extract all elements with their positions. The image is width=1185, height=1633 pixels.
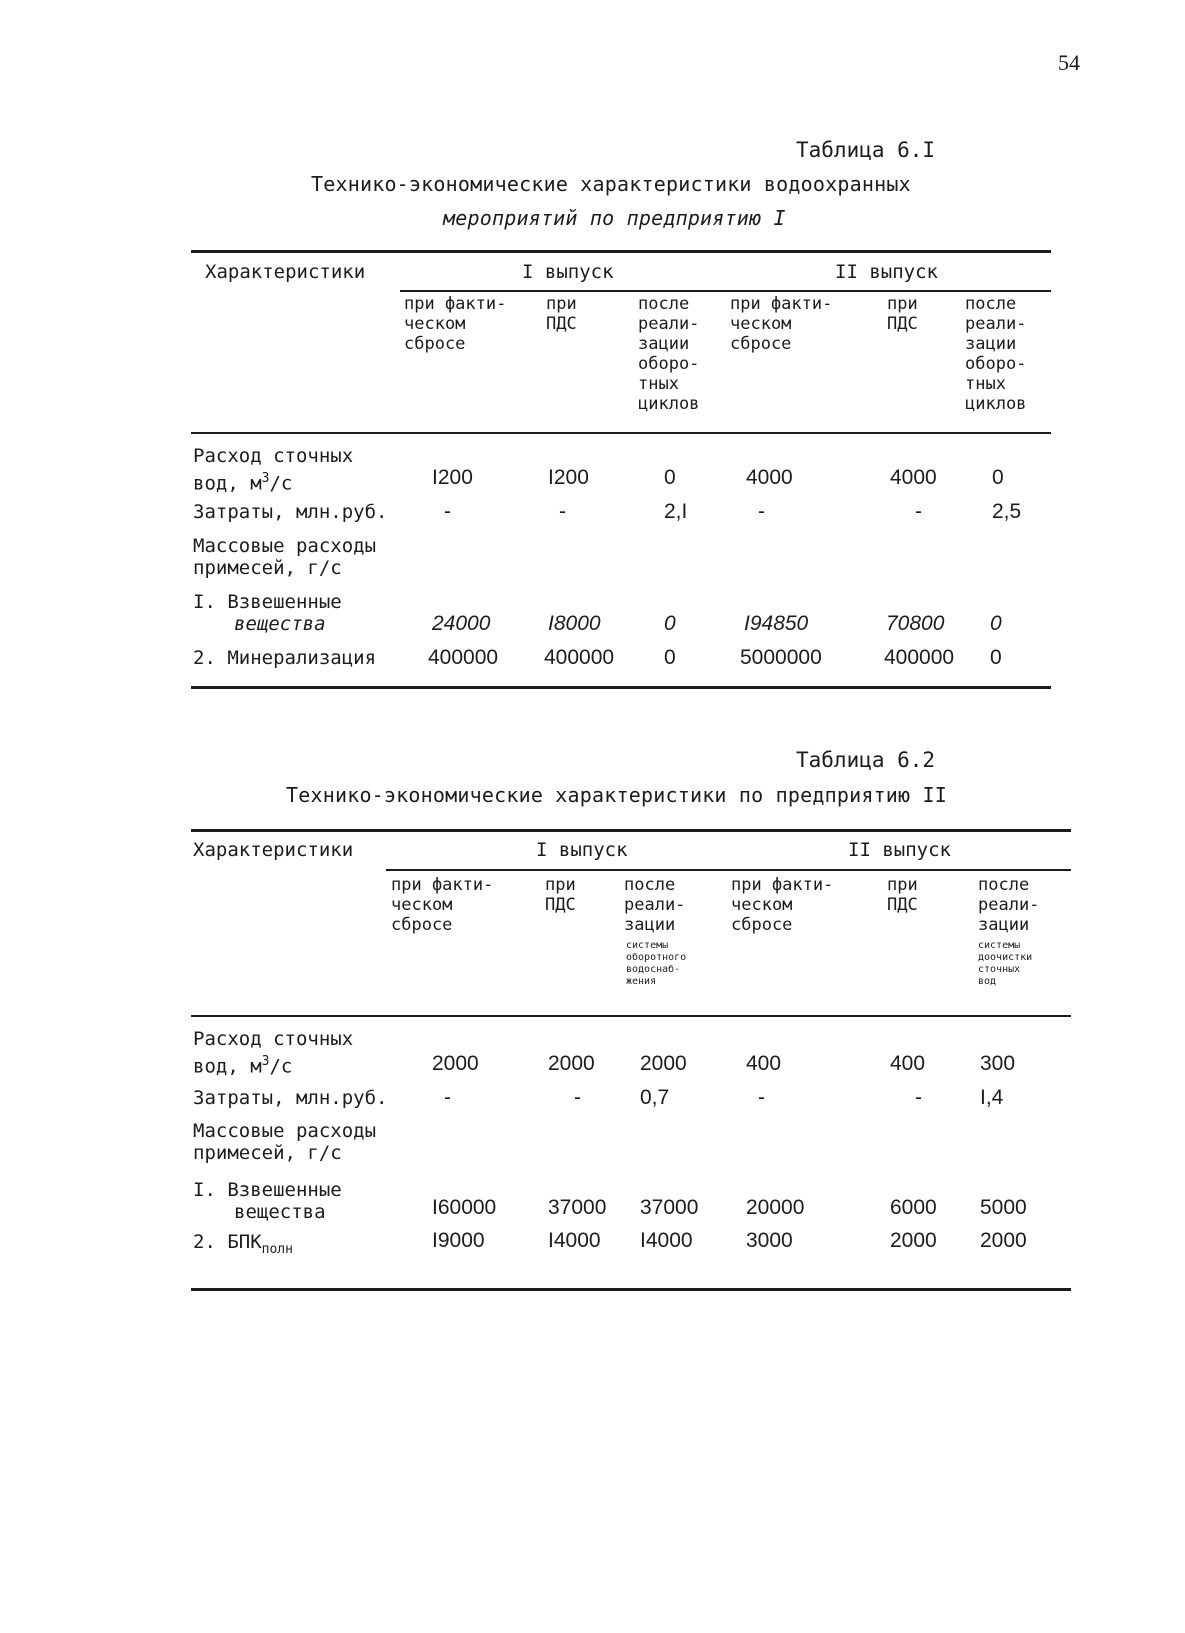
table1-row1-val5: 4000 (890, 466, 937, 489)
table2-header-characteristics: Характеристики (193, 839, 354, 861)
table1-header-characteristics: Характеристики (205, 261, 366, 283)
table2-row3-label-line1: Массовые расходы (193, 1120, 377, 1142)
table2-row4-val1: I60000 (432, 1196, 497, 1219)
table2-row2-val5: - (915, 1086, 922, 1109)
table1-row4-val6: 0 (990, 612, 1002, 635)
page-number: 54 (1058, 50, 1080, 75)
table1-row3-label-line2: примесей, г/с (193, 557, 342, 579)
table2-row2-label: Затраты, млн.руб. (193, 1087, 388, 1109)
table1-row2-label: Затраты, млн.руб. (193, 501, 388, 523)
table2-header-rule (191, 1015, 1071, 1017)
table1-row1-label-line1: Расход сточных (193, 445, 354, 467)
table1-top-rule (191, 250, 1051, 253)
table2-top-rule (191, 829, 1071, 832)
table2-header-group1: I выпуск (536, 839, 628, 861)
table2-title: Технико-экономические характеристики по предприятию II (286, 783, 948, 807)
table2-row4-val5: 6000 (890, 1196, 937, 1219)
table1-row5-val6: 0 (990, 646, 1002, 669)
table2-row2-val4: - (758, 1086, 765, 1109)
table2-row1-label-line2: вод, $м^3/с$ (193, 1054, 293, 1078)
table2-row1-val4: 400 (746, 1052, 782, 1075)
table2-row1-val2: 2000 (548, 1052, 595, 1075)
table1-row5-val3: 0 (664, 646, 676, 669)
table1-row1-val4: 4000 (746, 466, 793, 489)
table1-header-group1: I выпуск (522, 261, 614, 283)
table1-row5-val1: 400000 (428, 646, 499, 669)
table1-sub-col5: при ПДС (887, 294, 918, 334)
table1-row2-val4: - (758, 500, 765, 523)
table1-row4-val2: I8000 (548, 612, 601, 635)
table2-sub-col1: при факти- ческом сбросе (391, 875, 494, 935)
table1-sub-col3: после реали- зации oборо- тных циклов (638, 294, 700, 414)
table2-row4-label-line2: вещества (234, 1201, 326, 1223)
table1-row1-val2: I200 (548, 466, 589, 489)
table2-row1-val5: 400 (890, 1052, 926, 1075)
table2-bottom-rule (191, 1288, 1071, 1291)
table1-sub-col2: при ПДС (546, 294, 577, 334)
table1-row1-val3: 0 (664, 466, 676, 489)
table1-row5-val2: 400000 (544, 646, 615, 669)
table1-row5-val5: 400000 (884, 646, 955, 669)
table1-sub-col6: после реали- зации оборо- тных циклов (965, 294, 1027, 414)
table2-row5-val1: I9000 (432, 1229, 485, 1252)
table1-row1-val1: I200 (432, 466, 473, 489)
table1-header-group2: II выпуск (835, 261, 938, 283)
table1-header-rule (191, 432, 1051, 434)
table1-row4-val5: 70800 (886, 612, 945, 635)
table1-row2-val2: - (559, 500, 566, 523)
table2-row1-val6: 300 (980, 1052, 1016, 1075)
table2-sub-col3: после реали- зации (624, 875, 686, 935)
table1-row1-val6: 0 (992, 466, 1004, 489)
table2-row1-label-line1: Расход сточных (193, 1028, 354, 1050)
table2-row5-label: 2. $БПК_{полн}$ (193, 1231, 293, 1257)
table1-row4-val1: 24000 (432, 612, 491, 635)
table2-row1-val3: 2000 (640, 1052, 687, 1075)
table2-row1-val1: 2000 (432, 1052, 479, 1075)
table1-row2-val1: - (444, 500, 451, 523)
table1-row2-val3: 2,I (664, 500, 688, 523)
table2-row2-val1: - (444, 1086, 451, 1109)
table1-row4-label-line2: вещества (234, 613, 326, 635)
table2-row5-val4: 3000 (746, 1229, 793, 1252)
table1-title-line1: Технико-экономические характеристики водоохранных (311, 172, 911, 196)
table1-row3-label-line1: Массовые расходы (193, 535, 377, 557)
table2-row5-val2: I4000 (548, 1229, 601, 1252)
table2-row4-label-line1: I. Взвешенные (193, 1179, 342, 1201)
table2-sub-col5: при ПДС (887, 875, 918, 915)
table2-row2-val6: I,4 (980, 1086, 1004, 1109)
table2-row4-val2: 37000 (548, 1196, 607, 1219)
table1-row1-label-line2: вод, $м^3/с$ (193, 471, 293, 495)
table2-header-group2: II выпуск (848, 839, 951, 861)
table2-row5-val6: 2000 (980, 1229, 1027, 1252)
table1-bottom-rule (191, 686, 1051, 689)
table1-row5-label: 2. Минерализация (193, 647, 377, 669)
table1-row2-val6: 2,5 (992, 500, 1022, 523)
table2-sub-col3-small: системы оборотного водоснаб- жения (626, 940, 687, 987)
table1-group-rule (400, 290, 1051, 292)
table2-row3-label-line2: примесей, г/с (193, 1142, 342, 1164)
table1-sub-col1: при факти- ческом сбросе (404, 294, 507, 354)
table1-number: Таблица 6.I (796, 138, 936, 162)
table2-row4-val6: 5000 (980, 1196, 1027, 1219)
table2-row2-val2: - (574, 1086, 581, 1109)
table2-row4-val4: 20000 (746, 1196, 805, 1219)
table1-title-line2: мероприятий по предприятию I (443, 206, 786, 230)
table1-row2-val5: - (915, 500, 922, 523)
table1-row4-label-line1: I. Взвешенные (193, 591, 342, 613)
table1-row4-val4: I94850 (744, 612, 809, 635)
table2-sub-col6: после реали- зации (978, 875, 1040, 935)
table1-row5-val4: 5000000 (740, 646, 822, 669)
table2-sub-col2: при ПДС (545, 875, 576, 915)
table1-sub-col4: при факти- ческом сбросе (730, 294, 833, 354)
table2-sub-col4: при факти- ческом сбросе (731, 875, 834, 935)
table2-row2-val3: 0,7 (640, 1086, 670, 1109)
table2-row4-val3: 37000 (640, 1196, 699, 1219)
table2-number: Таблица 6.2 (796, 748, 936, 772)
table2-row5-val5: 2000 (890, 1229, 937, 1252)
table2-sub-col6-small: системы доочистки сточных вод (978, 940, 1033, 987)
table2-group-rule (386, 869, 1071, 871)
table1-row4-val3: 0 (664, 612, 676, 635)
table2-row5-val3: I4000 (640, 1229, 693, 1252)
